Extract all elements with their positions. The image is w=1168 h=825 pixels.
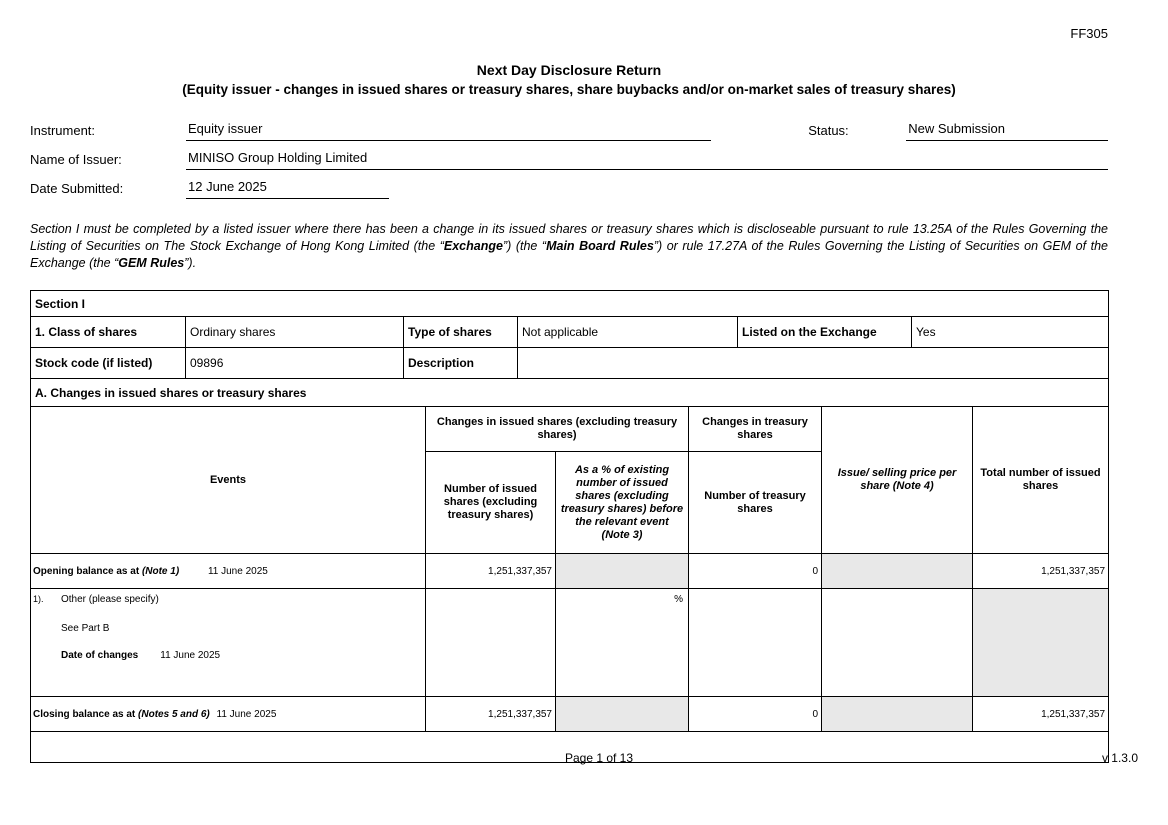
event-1-date-label: Date of changes: [61, 650, 139, 661]
stock-code-row: [31, 348, 1109, 379]
document-header: [30, 62, 1108, 97]
class-of-shares-value: Ordinary shares: [186, 317, 404, 348]
intro-bold-gem-rules: GEM Rules: [118, 256, 185, 270]
status-label: Status:: [808, 123, 849, 138]
event-row-1: [31, 589, 1109, 697]
total-column-header: Total number of issued shares: [973, 407, 1109, 554]
instrument-row: [30, 121, 1108, 141]
event-1-index: 1).: [33, 594, 44, 604]
date-submitted-label: Date Submitted:: [30, 181, 124, 196]
opening-balance-row: [31, 554, 1109, 589]
version-label: v 1.3.0: [1101, 751, 1138, 765]
opening-treasury-shares: 0: [689, 554, 822, 589]
document-subtitle: (Equity issuer - changes in issued shares or treasury shares, share buybacks and/or on-market sales of treasury shares): [182, 82, 956, 97]
issued-number-column-header: Number of issued shares (excluding treasury shares): [426, 452, 556, 554]
description-label: Description: [404, 348, 518, 379]
description-value: [518, 348, 1109, 379]
closing-balance-date: 11 June 2025: [216, 708, 277, 720]
group-header-treasury-shares: Changes in treasury shares: [689, 407, 822, 452]
event-1-description-cell: [31, 589, 426, 697]
type-of-shares-label: Type of shares: [404, 317, 518, 348]
part-a-title-row: [31, 379, 1109, 407]
table-group-header-row: [31, 407, 1109, 452]
group-header-issued-shares: Changes in issued shares (excluding treasury shares): [426, 407, 689, 452]
listed-on-exchange-value: Yes: [912, 317, 1109, 348]
closing-balance-label-cell: [31, 697, 426, 732]
event-1-price-cell: [822, 589, 973, 697]
changes-table: [30, 406, 1109, 763]
form-meta-area: [30, 121, 1108, 199]
opening-percent-shaded-cell: [556, 554, 689, 589]
events-column-header: Events: [31, 407, 426, 554]
intro-text-2: ”) (the “: [502, 239, 547, 253]
closing-percent-shaded-cell: [556, 697, 689, 732]
opening-price-shaded-cell: [822, 554, 973, 589]
intro-bold-main-board-rules: Main Board Rules: [546, 239, 654, 253]
class-of-shares-label: 1. Class of shares: [31, 317, 186, 348]
intro-text-3: ”) or rule 17.27A of the Rules Governing the Listing of Securities on GEM of the Exchange (the “: [30, 239, 1108, 270]
section1-meta-table: [30, 290, 1109, 407]
opening-balance-note: (Note 1): [141, 565, 180, 577]
event-1-date-line: [61, 650, 421, 661]
intro-bold-exchange: Exchange: [443, 239, 503, 253]
event-1-title-line: [33, 594, 421, 605]
closing-total-shares: 1,251,337,357: [973, 697, 1109, 732]
date-submitted-row: [30, 179, 1108, 199]
closing-treasury-shares: 0: [689, 697, 822, 732]
opening-balance-label-cell: [31, 554, 426, 589]
closing-price-shaded-cell: [822, 697, 973, 732]
page-footer: [60, 751, 1138, 765]
closing-balance-label: Closing balance as at: [33, 708, 136, 720]
document-title: Next Day Disclosure Return: [476, 62, 662, 78]
issuer-value: MINISO Group Holding Limited: [186, 150, 1108, 170]
event-1-detail: See Part B: [61, 623, 110, 634]
section1-title-row: [31, 291, 1109, 317]
opening-balance-label: Opening balance as at: [33, 565, 140, 577]
price-column-header: Issue/ selling price per share (Note 4): [822, 407, 973, 554]
stock-code-value: 09896: [186, 348, 404, 379]
intro-text-1: Section I must be completed by a listed issuer where there has been a change in its issued shares or treasury shares which is discloseable pursuant to rule 13.25A of the Rules Governing the Listing of Securities on The Stock Exchange of Hong Kong Limited (the “: [30, 222, 1108, 253]
issuer-row: [30, 150, 1108, 170]
stock-code-label: Stock code (if listed): [31, 348, 186, 379]
closing-issued-shares: 1,251,337,357: [426, 697, 556, 732]
event-1-date: 11 June 2025: [160, 650, 221, 661]
type-of-shares-value: Not applicable: [518, 317, 738, 348]
closing-balance-note: (Notes 5 and 6): [138, 708, 210, 720]
event-1-label: Other (please specify): [61, 594, 159, 605]
page-content: [30, 0, 1138, 765]
listed-on-exchange-label: Listed on the Exchange: [738, 317, 912, 348]
intro-text-4: ”).: [184, 256, 197, 270]
section1-title: Section I: [31, 291, 1109, 317]
instrument-value: Equity issuer: [186, 121, 711, 141]
form-code: FF305: [1070, 26, 1108, 41]
section1-instructions: [30, 221, 1108, 272]
event-1-issued-shares-cell: [426, 589, 556, 697]
issued-percent-column-header: As a % of existing number of issued shares (excluding treasury shares) before the relevant event (Note 3): [556, 452, 689, 554]
event-1-percent-cell: %: [556, 589, 689, 697]
page-number: Page 1 of 13: [564, 751, 634, 765]
opening-total-shares: 1,251,337,357: [973, 554, 1109, 589]
closing-balance-row: [31, 697, 1109, 732]
event-1-total-shaded-cell: [973, 589, 1109, 697]
date-submitted-value: 12 June 2025: [186, 179, 389, 199]
status-value: New Submission: [906, 121, 1108, 141]
treasury-number-column-header: Number of treasury shares: [689, 452, 822, 554]
opening-issued-shares: 1,251,337,357: [426, 554, 556, 589]
instrument-label: Instrument:: [30, 123, 96, 138]
event-1-treasury-shares-cell: [689, 589, 822, 697]
issuer-label: Name of Issuer:: [30, 152, 122, 167]
class-of-shares-row: [31, 317, 1109, 348]
part-a-title: A. Changes in issued shares or treasury shares: [31, 379, 1109, 407]
opening-balance-date: 11 June 2025: [207, 565, 268, 577]
